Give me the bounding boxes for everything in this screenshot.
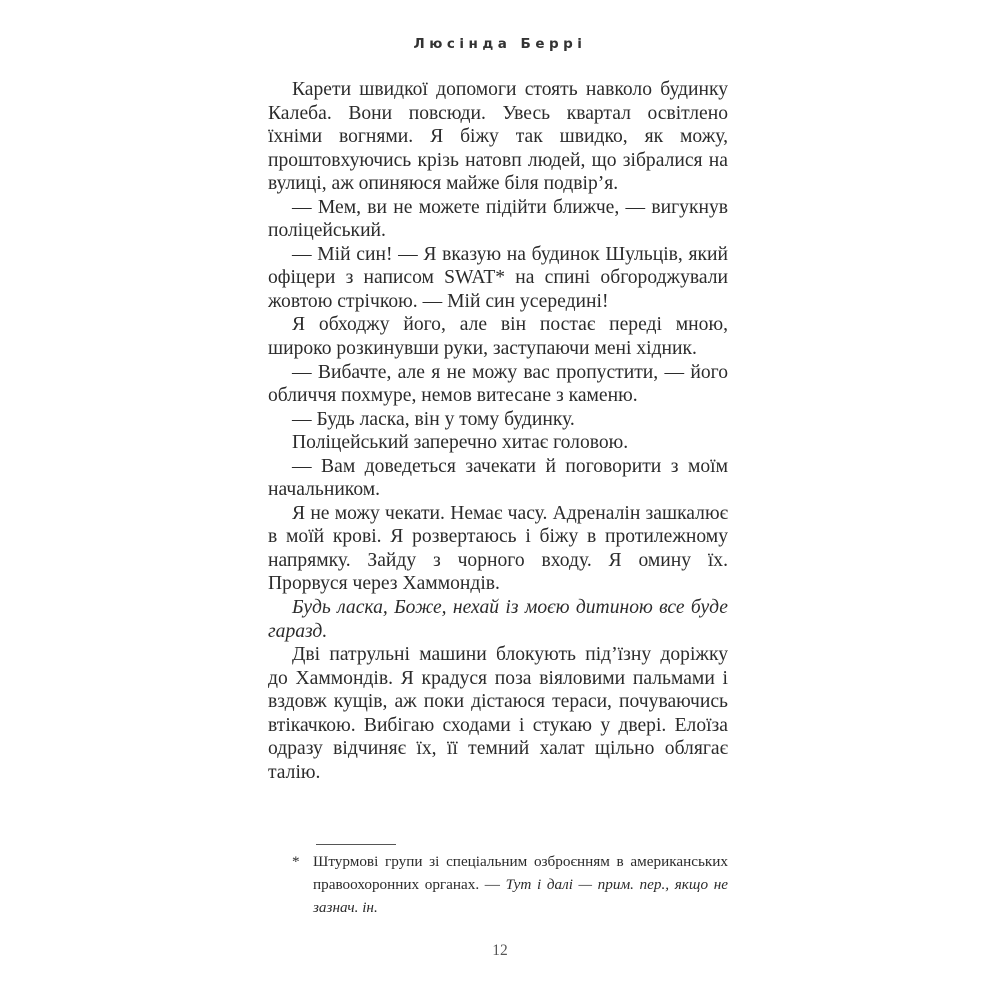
page-number: 12: [492, 942, 508, 959]
paragraph: — Вибачте, але я не можу вас пропустити, — його обличчя похмуре, немов витесане з каменю.: [268, 361, 728, 407]
footnote-text: Штурмові групи зі спеціальним озброєнням в американських правоохоронних органах. —: [313, 853, 728, 893]
footnote: [268, 850, 728, 919]
running-head-author: Люсінда Беррі: [413, 36, 587, 52]
paragraph: Я обходжу його, але він постає переді мною, широко розкинувши руки, заступаючи мені хідник.: [268, 314, 728, 360]
footnote-marker: *: [292, 853, 300, 870]
footnote-translator-note: Тут і далі — прим. пер., якщо не зазнач. ін.: [313, 876, 728, 916]
paragraph: — Вам доведеться зачекати й поговорити з моїм начальником.: [268, 455, 728, 501]
footnote-body: [313, 850, 728, 919]
paragraph: Дві патрульні машини блокують під’їзну доріжку до Хаммондів. Я крадуся поза віяловими пальмами і вздовж кущів, аж поки дістаюся тераси, почуваючись втікачкою. Вибігаю сходами і стукаю у двері. Елоїза одразу відчиняє їх, її темний халат щільно облягає талію.: [268, 644, 728, 783]
paragraph-italic-prayer: Будь ласка, Боже, нехай із моєю дитиною все буде гаразд.: [268, 597, 728, 642]
paragraph: Карети швидкої допомоги стоять навколо будинку Калеба. Вони повсюди. Увесь квартал освітлено їхніми вогнями. Я біжу так швидко, як можу, проштовхуючись крізь натовп людей, що зібралися на вулиці, аж опиняюся майже біля подвір’я.: [268, 79, 728, 195]
paragraph: Поліцейський заперечно хитає головою.: [292, 432, 629, 454]
footnote-separator: [316, 844, 396, 845]
paragraph: — Будь ласка, він у тому будинку.: [292, 408, 575, 430]
paragraph: Я не можу чекати. Немає часу. Адреналін зашкалює в моїй крові. Я розвертаюсь і біжу в протилежному напрямку. Зайду з чорного входу. Я омину їх. Прорвуся через Хаммондів.: [268, 502, 728, 595]
main-text: [268, 78, 728, 784]
paragraph: — Мем, ви не можете підійти ближче, — вигукнув поліцейський.: [268, 196, 728, 242]
paragraph: — Мій син! — Я вказую на будинок Шульців, який офіцери з написом SWAT* на спині обгороджували жовтою стрічкою. — Мій син усередині!: [268, 243, 728, 312]
